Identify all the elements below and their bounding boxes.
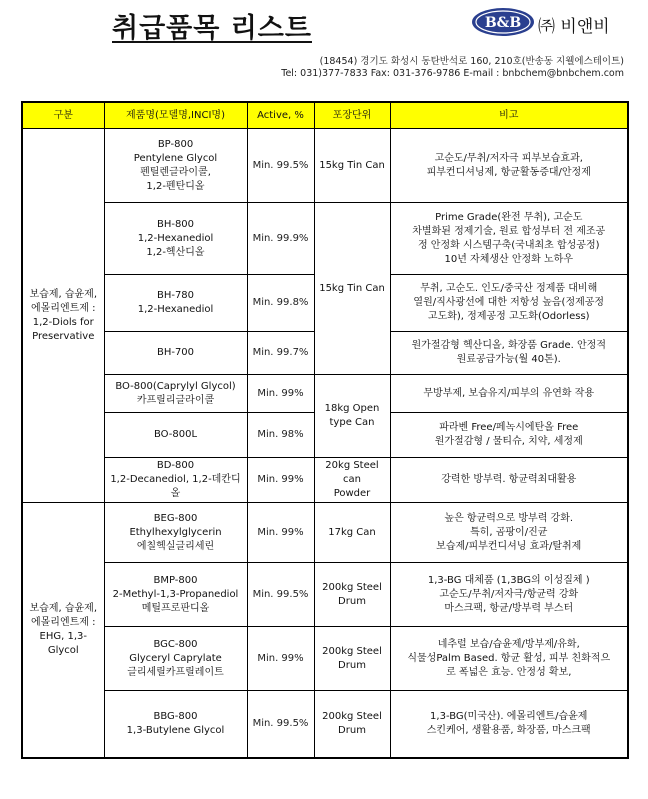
remark-cell: 파라벤 Free/페녹시에탄올 Free 원가절감형 / 물티슈, 치약, 세정제 — [390, 413, 628, 458]
product-name-cell: BO-800L — [104, 413, 247, 458]
remark-cell: 1,3-BG(미국산). 에몰리엔트/습윤제 스킨케어, 생활용품, 화장품, 마스크팩 — [390, 691, 628, 758]
table-row — [22, 627, 628, 691]
package-cell: 200kg Steel Drum — [314, 563, 390, 627]
table-header-row — [22, 102, 628, 129]
remark-cell: Prime Grade(완전 무취), 고순도 차별화된 정제기술, 원료 합성부터 전 제조공 정 안정화 시스템구축(국내최초 합성공정) 10년 자체생산 안정화 노하우 — [390, 203, 628, 275]
active-cell: Min. 99.8% — [247, 275, 314, 332]
package-cell: 200kg Steel Drum — [314, 627, 390, 691]
package-cell: 200kg Steel Drum — [314, 691, 390, 758]
bnb-logo-icon — [471, 7, 535, 37]
package-cell: 20kg Steel can Powder — [314, 458, 390, 503]
product-name-cell: BO-800(Caprylyl Glycol) 카프릴리글라이콜 — [104, 375, 247, 413]
remark-cell: 네추럴 보습/습윤제/방부제/유화, 식물성Palm Based. 항균 활성, 피부 친화적으 로 폭넓은 효능. 안정성 확보, — [390, 627, 628, 691]
column-header-remark: 비고 — [390, 102, 628, 129]
product-name-cell: BH-700 — [104, 332, 247, 375]
active-cell: Min. 99.5% — [247, 691, 314, 758]
column-header-active: Active, % — [247, 102, 314, 129]
package-cell: 15kg Tin Can — [314, 129, 390, 203]
remark-cell: 무취, 고순도. 인도/중국산 정제품 대비해 열원/직사광선에 대한 저항성 높음(정제공정 고도화), 정제공정 고도화(Odorless) — [390, 275, 628, 332]
product-name-cell: BBG-800 1,3-Butylene Glycol — [104, 691, 247, 758]
active-cell: Min. 99.9% — [247, 203, 314, 275]
remark-cell: 1,3-BG 대체품 (1,3BG의 이성질체 ) 고순도/무취/저자극/항균력 강화 마스크팩, 항균/방부력 부스터 — [390, 563, 628, 627]
active-cell: Min. 99% — [247, 503, 314, 563]
table-row — [22, 458, 628, 503]
product-name-cell: BMP-800 2-Methyl-1,3-Propanediol 메틸프로판디올 — [104, 563, 247, 627]
category-cell: 보습제, 습윤제, 에몰리엔트제 : 1,2-Diols for Preservative — [22, 129, 104, 503]
category-cell: 보습제, 습윤제, 에몰리엔트제 : EHG, 1,3- Glycol — [22, 503, 104, 758]
package-cell: 17kg Can — [314, 503, 390, 563]
column-header-product-name: 제품명(모델명,INCI명) — [104, 102, 247, 129]
package-cell: 15kg Tin Can — [314, 203, 390, 375]
product-name-cell: BEG-800 Ethylhexylglycerin 에칠헥실글리세린 — [104, 503, 247, 563]
table-row — [22, 203, 628, 275]
product-name-cell: BGC-800 Glyceryl Caprylate 글리세릴카프릴레이트 — [104, 627, 247, 691]
product-name-cell: BH-800 1,2-Hexanediol 1,2-헥산디올 — [104, 203, 247, 275]
active-cell: Min. 99% — [247, 375, 314, 413]
company-contact: Tel: 031)377-7833 Fax: 031-376-9786 E-mail : bnbchem@bnbchem.com — [281, 68, 624, 79]
remark-cell: 무방부제, 보습유지/피부의 유연화 작용 — [390, 375, 628, 413]
product-name-cell: BH-780 1,2-Hexanediol — [104, 275, 247, 332]
table-row — [22, 129, 628, 203]
column-header-package: 포장단위 — [314, 102, 390, 129]
remark-cell: 높은 항균력으로 방부력 강화. 특히, 곰팡이/진균 보습제/피부컨디셔닝 효과/탈취제 — [390, 503, 628, 563]
product-table — [21, 101, 629, 759]
company-name: ㈜ 비앤비 — [538, 17, 610, 37]
table-row — [22, 563, 628, 627]
company-address: (18454) 경기도 화성시 동탄반석로 160, 210호(반송동 지웰에스테이트) — [319, 56, 624, 67]
table-row — [22, 375, 628, 413]
table-row — [22, 691, 628, 758]
logo-text: B&B — [484, 15, 522, 31]
active-cell: Min. 99.7% — [247, 332, 314, 375]
page-title: 취급품목 리스트 — [112, 13, 312, 44]
active-cell: Min. 99.5% — [247, 129, 314, 203]
active-cell: Min. 98% — [247, 413, 314, 458]
remark-cell: 원가절감형 헥산디올, 화장품 Grade. 안정적 원료공급가능(월 40톤). — [390, 332, 628, 375]
remark-cell: 고순도/무취/저자극 피부보습효과, 피부컨디셔닝제, 항균활동증대/안정제 — [390, 129, 628, 203]
package-cell: 18kg Open type Can — [314, 375, 390, 458]
product-name-cell: BP-800 Pentylene Glycol 펜틸렌글라이콜, 1,2-펜탄디올 — [104, 129, 247, 203]
active-cell: Min. 99% — [247, 627, 314, 691]
table-row — [22, 503, 628, 563]
active-cell: Min. 99% — [247, 458, 314, 503]
remark-cell: 강력한 방부력. 항균력최대활용 — [390, 458, 628, 503]
active-cell: Min. 99.5% — [247, 563, 314, 627]
column-header-category: 구분 — [22, 102, 104, 129]
product-name-cell: BD-800 1,2-Decanediol, 1,2-데칸디올 — [104, 458, 247, 503]
